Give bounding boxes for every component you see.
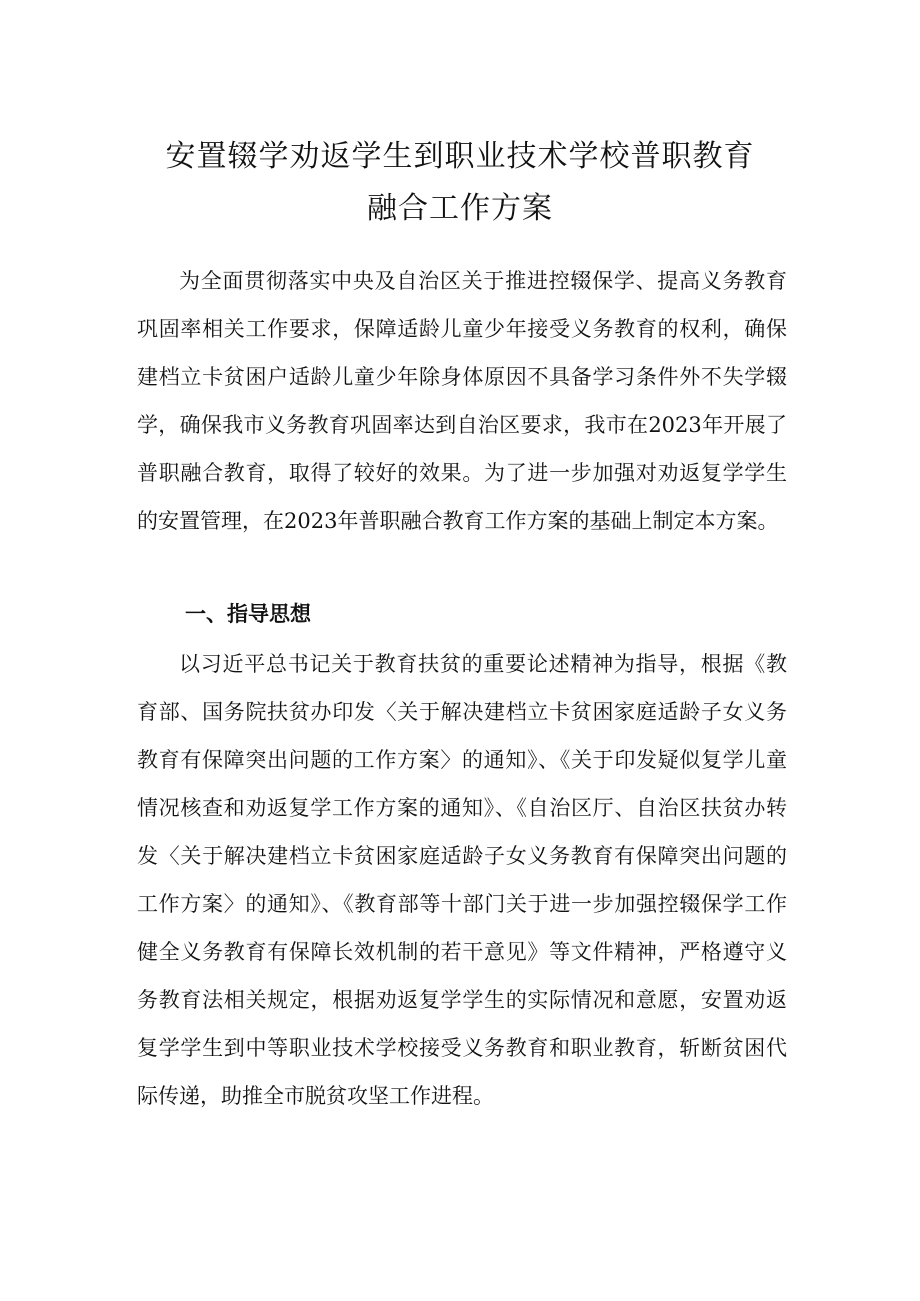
- intro-paragraph: 为全面贯彻落实中央及自治区关于推进控辍保学、提高义务教育巩固率相关工作要求，保障适龄儿童少年接受义务教育的权利，确保建档立卡贫困户适龄儿童少年除身体原因不具备学习条件外不失学辍学，确保我市义务教育巩固率达到自治区要求，我市在2023年开展了普职融合教育，取得了较好的效果。为了进一步加强对劝返复学学生的安置管理，在2023年普职融合教育工作方案的基础上制定本方案。: [137, 269, 787, 533]
- document-title-line-2: 融合工作方案: [367, 191, 553, 226]
- guiding-ideology-paragraph: 以习近平总书记关于教育扶贫的重要论述精神为指导，根据《教育部、国务院扶贫办印发〈关于解决建档立卡贫困家庭适龄子女义务教育有保障突出问题的工作方案〉的通知》、《关于印发疑似复学儿童情况核查和劝返复学工作方案的通知》、《自治区厅、自治区扶贫办转发〈关于解决建档立卡贫困家庭适龄子女义务教育有保障突出问题的工作方案〉的通知》、《教育部等十部门关于进一步加强控辍保学工作健全义务教育有保障长效机制的若干意见》等文件精神，严格遵守义务教育法相关规定，根据劝返复学学生的实际情况和意愿，安置劝返复学学生到中等职业技术学校接受义务教育和职业教育，斩断贫困代际传递，助推全市脱贫攻坚工作进程。: [137, 652, 787, 1108]
- section-heading-guiding-ideology: 一、指导思想: [185, 602, 311, 626]
- document-title-line-1: 安置辍学劝返学生到职业技术学校普职教育: [165, 139, 755, 174]
